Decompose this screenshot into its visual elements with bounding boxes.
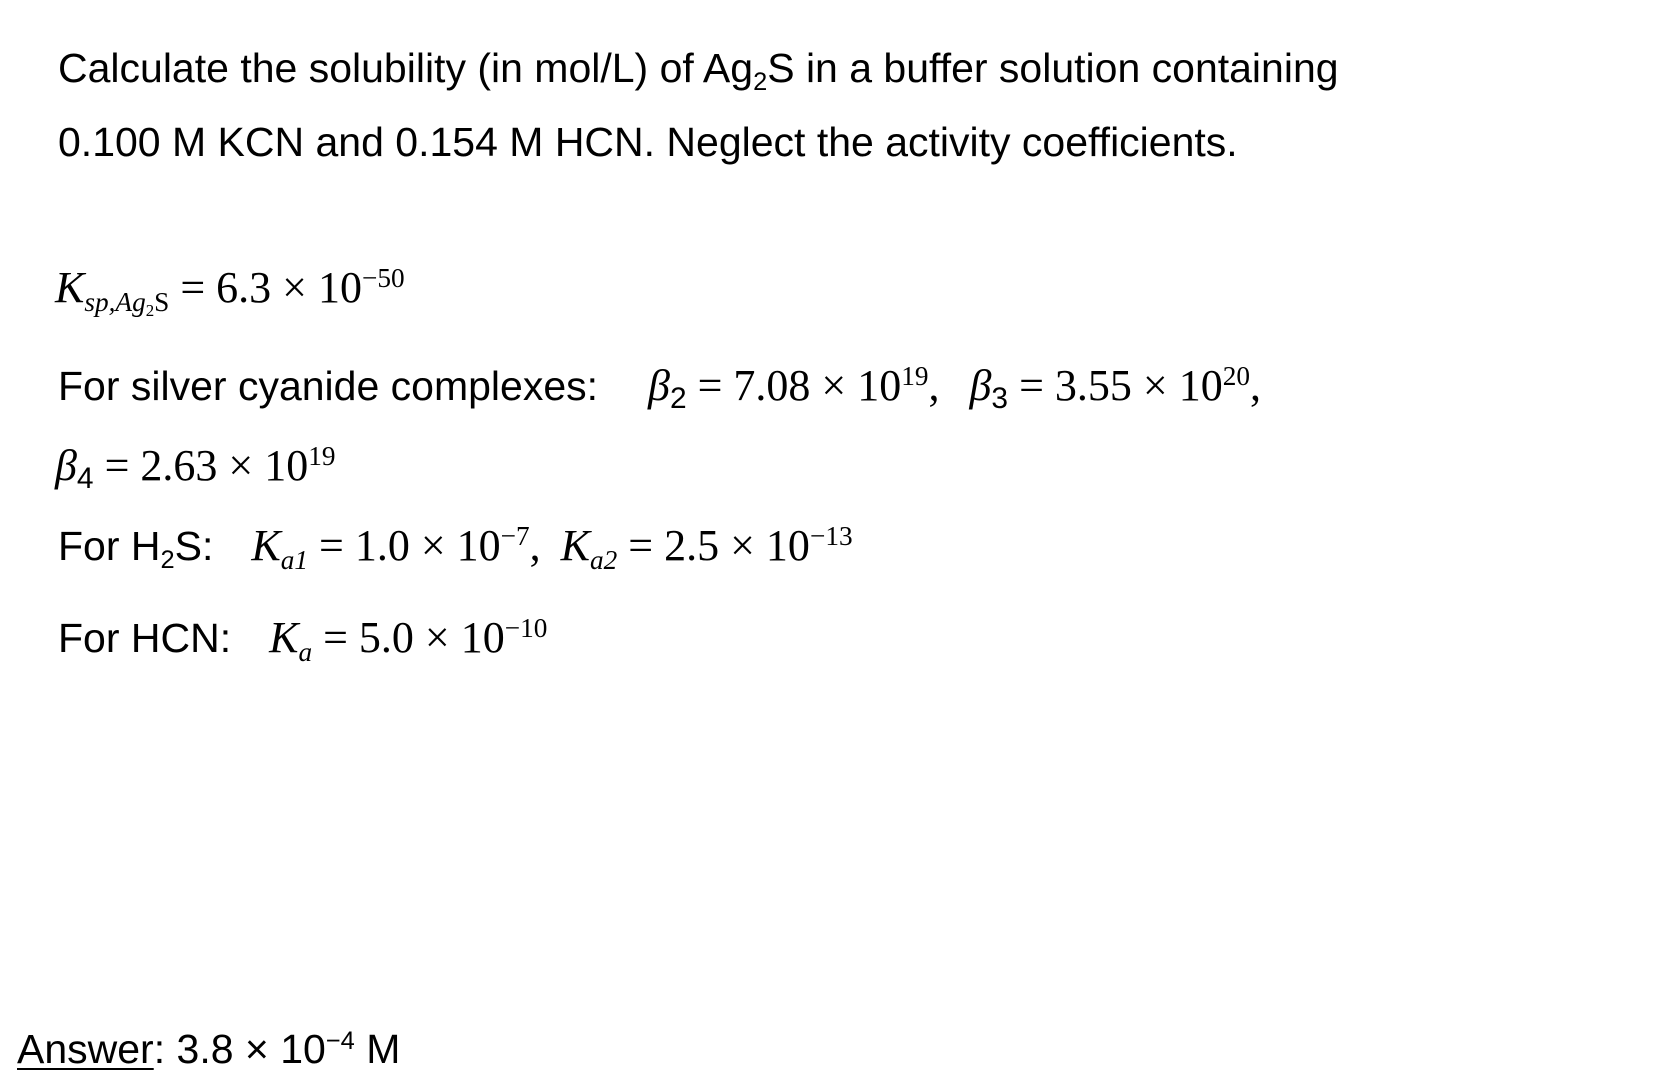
beta4-equation: $\beta_4 = 2.63 \times 10^{19}$ bbox=[55, 441, 336, 496]
h2s-line bbox=[58, 520, 853, 575]
hcn-label: For HCN: bbox=[58, 615, 232, 661]
complexes-line bbox=[58, 360, 1261, 416]
answer-line bbox=[17, 1026, 400, 1073]
ksp-subscript: sp,Ag2S bbox=[84, 286, 170, 321]
hcn-ka-equation: $K_a = 5.0 \times 10^{-10}$ bbox=[269, 613, 548, 667]
beta2-equation: $\beta_2 = 7.08 \times 10^{19}$, bbox=[648, 361, 940, 416]
h2s-label: For $H_2S$: bbox=[58, 523, 214, 575]
question-line-2 bbox=[58, 118, 1238, 166]
subscript: 2 bbox=[753, 68, 768, 97]
hcn-line bbox=[58, 612, 548, 667]
answer-unit: M bbox=[354, 1026, 401, 1072]
beta3-equation: $\beta_3 = 3.55 \times 10^{20}$, bbox=[969, 361, 1261, 416]
ksp-value: = 6.3 × 10 bbox=[169, 263, 362, 312]
answer-label: Answer bbox=[17, 1026, 154, 1072]
ksp-equation bbox=[55, 262, 405, 321]
question-text: 0.100 M KCN and 0.154 M HCN. Neglect the activity coefficients. bbox=[58, 119, 1238, 165]
question-line-1 bbox=[58, 44, 1339, 97]
question-text: S in a buffer solution containing bbox=[767, 45, 1339, 91]
question-text: Calculate the solubility (in mol/L) of Ag bbox=[58, 45, 754, 91]
answer-colon: : bbox=[153, 1026, 166, 1072]
answer-value: 3.8 × 10 bbox=[165, 1026, 326, 1072]
ksp-exponent: −50 bbox=[361, 263, 405, 293]
ka2-equation: $K_{a2} = 2.5 \times 10^{-13}$ bbox=[560, 521, 853, 575]
k-symbol: K bbox=[55, 263, 85, 312]
ka1-equation: $K_{a1} = 1.0 \times 10^{-7}$, bbox=[251, 521, 541, 575]
complexes-label: For silver cyanide complexes: bbox=[58, 363, 599, 409]
answer-exponent: −4 bbox=[325, 1027, 355, 1056]
